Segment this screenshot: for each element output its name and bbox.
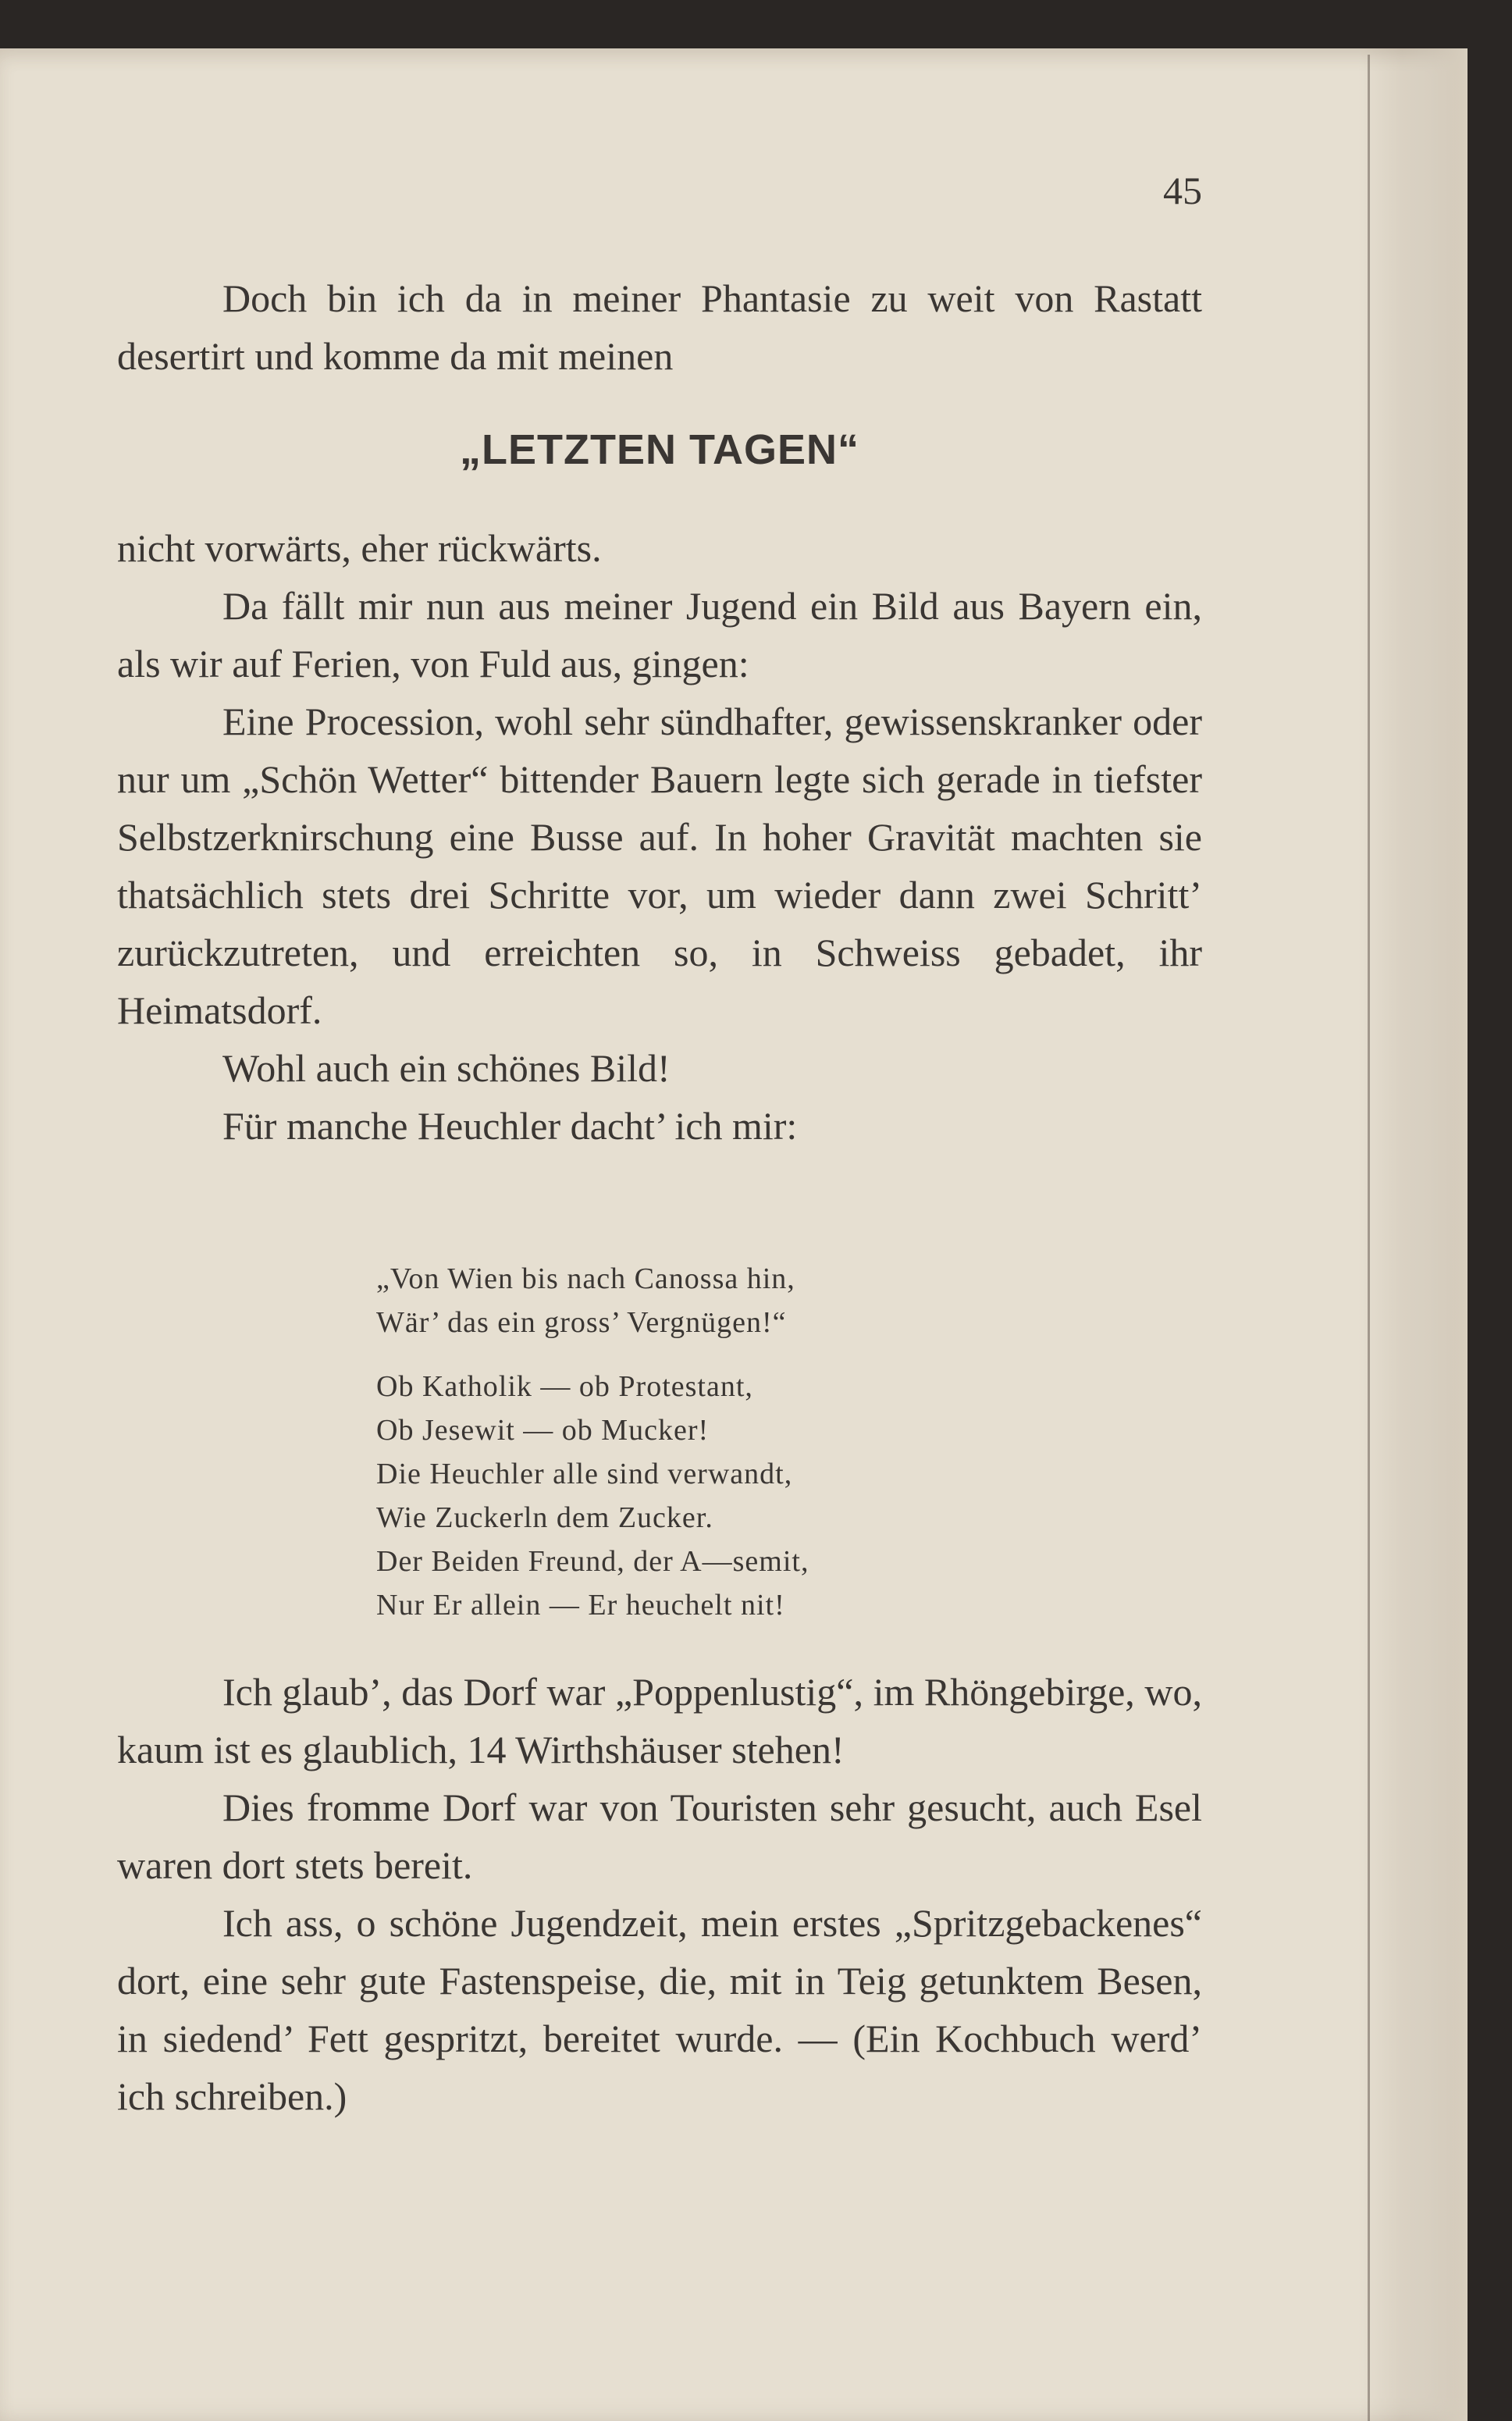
section-heading: „LETZTEN TAGEN“ xyxy=(460,426,859,473)
paragraph-6: Ich glaub’, das Dorf war „Poppenlustig“, im Rhöngebirge, wo, kaum ist es glaublich, 14 Wirthshäuser stehen! xyxy=(117,1670,1202,1771)
poem-line: Wär’ das ein gross’ Vergnügen!“ xyxy=(376,1306,787,1339)
poem-line: Die Heuchler alle sind verwandt, xyxy=(376,1458,793,1490)
page-number: 45 xyxy=(1163,169,1202,212)
poem-line: „Von Wien bis nach Canossa hin, xyxy=(376,1262,795,1295)
paragraph-8: Ich ass, o schöne Jugendzeit, mein erstes „Spritzgebackenes“ dort, eine sehr gute Fastenspeise, die, mit in Teig getunktem Besen, in siedend’ Fett gespritzt, bereitet wurde. — (Ein Kochbuch werd’ ich schreiben.) xyxy=(117,1901,1202,2118)
poem-line: Ob Katholik — ob Protestant, xyxy=(376,1370,753,1403)
paragraph-1: nicht vorwärts, eher rückwärts. xyxy=(117,526,602,570)
page-edge-line xyxy=(1368,55,1370,2421)
poem-line: Ob Jesewit — ob Mucker! xyxy=(376,1414,710,1447)
poem-line: Nur Er allein — Er heuchelt nit! xyxy=(376,1589,785,1622)
poem-stanza-2 xyxy=(376,1365,809,1627)
paragraph-4: Wohl auch ein schönes Bild! xyxy=(222,1046,671,1090)
paragraph-2: Da fällt mir nun aus meiner Jugend ein Bild aus Bayern ein, als wir auf Ferien, von Fuld aus, gingen: xyxy=(117,584,1202,685)
body-block-2 xyxy=(117,1663,1202,2125)
body-block-1 xyxy=(117,519,1202,1155)
poem-line: Wie Zuckerln dem Zucker. xyxy=(376,1501,713,1534)
paragraph-7: Dies fromme Dorf war von Touristen sehr gesucht, auch Esel waren dort stets bereit. xyxy=(117,1785,1202,1887)
intro-paragraph: Doch bin ich da in meiner Phantasie zu weit von Rastatt desertirt und komme da mit meinen xyxy=(117,276,1202,378)
paragraph-3: Eine Procession, wohl sehr sündhafter, gewissenskranker oder nur um „Schön Wetter“ bittender Bauern legte sich gerade in tiefster Selbstzerknirschung eine Busse auf. In hoher Gravität machten sie thatsächlich stets drei Schritte vor, um wieder dann zwei Schritt’ zurückzutreten, und erreichten so, in Schweiss gebadet, ihr Heimatsdorf. xyxy=(117,700,1202,1032)
paragraph-5: Für manche Heuchler dacht’ ich mir: xyxy=(222,1104,798,1148)
poem-stanza-1 xyxy=(376,1257,795,1344)
intro-block xyxy=(117,269,1202,385)
poem-line: Der Beiden Freund, der A—semit, xyxy=(376,1545,809,1578)
